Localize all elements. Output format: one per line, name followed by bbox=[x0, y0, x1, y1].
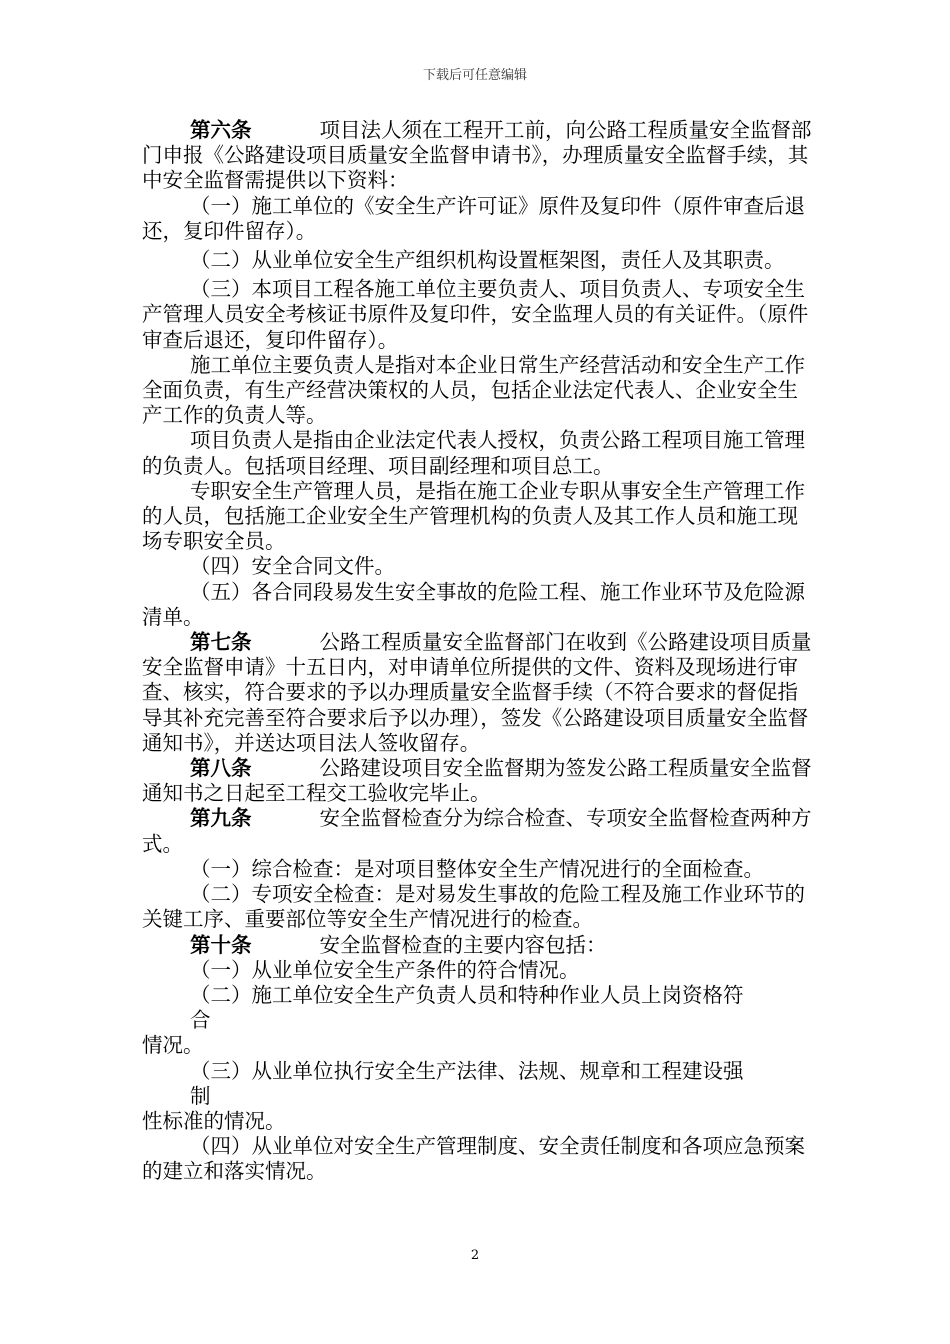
article-10-text: 安全监督检查的主要内容包括： bbox=[319, 932, 607, 957]
paragraph: （一）施工单位的《安全生产许可证》原件及复印件（原件审查后退还，复印件留存）。 bbox=[142, 193, 805, 243]
article-10 bbox=[142, 933, 814, 958]
split-item-line: （二）施工单位安全生产负责人员和特种作业人员上岗资格符 bbox=[190, 982, 744, 1007]
split-item-line: （三）从业单位执行安全生产法律、法规、规章和工程建设强 bbox=[190, 1058, 744, 1083]
article-7-title: 第七条 bbox=[190, 630, 252, 655]
article-8-text: 公路建设项目安全监督期为签发公路工程质量安全监督通知书之日起至工程交工验收完毕止。 bbox=[142, 756, 812, 806]
paragraph: 专职安全生产管理人员，是指在施工企业专职从事安全生产管理工作的人员，包括施工企业安全生产管理机构的负责人及其工作人员和施工现场专职安全员。 bbox=[142, 478, 805, 554]
article-6-text: 项目法人须在工程开工前，向公路工程质量安全监督部门申报《公路建设项目质量安全监督申请书》，办理质量安全监督手续，其中安全监督需提供以下资料： bbox=[142, 118, 812, 193]
paragraph: （一）从业单位安全生产条件的符合情况。 bbox=[190, 957, 580, 982]
paragraph: 施工单位主要负责人是指对本企业日常生产经营活动和安全生产工作全面负责，有生产经营决策权的人员，包括企业法定代表人、企业安全生产工作的负责人等。 bbox=[142, 352, 805, 428]
article-9-title: 第九条 bbox=[190, 806, 252, 831]
article-8 bbox=[142, 756, 814, 806]
paragraph: （三）本项目工程各施工单位主要负责人、项目负责人、专项安全生产管理人员安全考核证书原件及复印件，安全监理人员的有关证件。（原件审查后退还，复印件留存）。 bbox=[142, 277, 809, 352]
article-6 bbox=[142, 118, 814, 194]
paragraph: 项目负责人是指由企业法定代表人授权，负责公路工程项目施工管理的负责人。包括项目经理、项目副经理和项目总工。 bbox=[142, 428, 805, 478]
paragraph: （四）安全合同文件。 bbox=[190, 554, 395, 579]
split-item-line: 情况。 bbox=[142, 1033, 204, 1058]
split-item bbox=[142, 1059, 814, 1135]
page-number: 2 bbox=[470, 1248, 480, 1263]
paragraph: （二）专项安全检查：是对易发生事故的危险工程及施工作业环节的关键工序、重要部位等安全生产情况进行的检查。 bbox=[142, 882, 805, 932]
article-8-title: 第八条 bbox=[190, 756, 252, 781]
article-9-text: 安全监督检查分为综合检查、专项安全监督检查两种方式。 bbox=[142, 806, 812, 856]
document-body bbox=[142, 118, 814, 1185]
paragraph: （一）综合检查：是对项目整体安全生产情况进行的全面检查。 bbox=[190, 856, 764, 881]
article-7 bbox=[142, 630, 814, 756]
page-header: 下载后可任意编辑 bbox=[422, 68, 527, 83]
paragraph: （二）从业单位安全生产组织机构设置框架图，责任人及其职责。 bbox=[190, 248, 785, 273]
article-9 bbox=[142, 806, 814, 856]
split-item-line: 制 bbox=[190, 1083, 211, 1108]
split-item-line: 合 bbox=[190, 1008, 211, 1033]
article-7-text: 公路工程质量安全监督部门在收到《公路建设项目质量安全监督申请》十五日内，对申请单位所提供的文件、资料及现场进行审查、核实，符合要求的予以办理质量安全监督手续（不符合要求的督促指导其补充完善至符合要求后予以办理），签发《公路建设项目质量安全监督通知书》，并送达项目法人签收留存。 bbox=[142, 630, 812, 755]
article-6-title: 第六条 bbox=[190, 118, 252, 142]
split-item bbox=[142, 983, 814, 1059]
split-item-line: 性标准的情况。 bbox=[142, 1108, 286, 1133]
article-10-title: 第十条 bbox=[190, 932, 252, 957]
paragraph: （四）从业单位对安全生产管理制度、安全责任制度和各项应急预案的建立和落实情况。 bbox=[142, 1134, 805, 1184]
paragraph: （五）各合同段易发生安全事故的危险工程、施工作业环节及危险源清单。 bbox=[142, 579, 805, 629]
